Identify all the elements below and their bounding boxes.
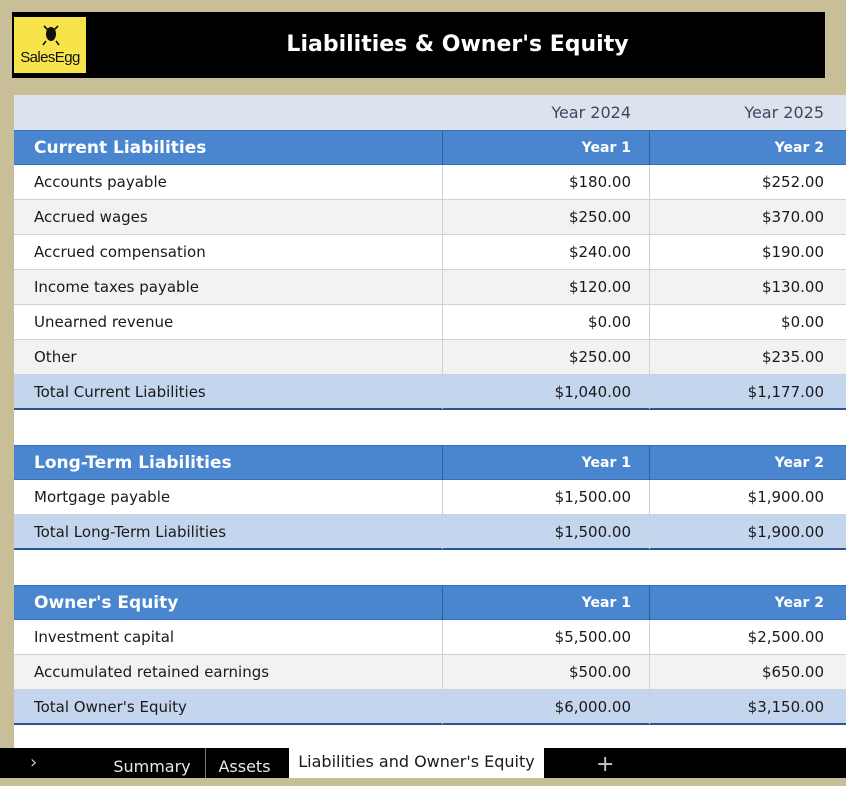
total-year1[interactable]: $6,000.00 (442, 690, 649, 724)
row-label[interactable]: Other (34, 348, 77, 366)
column-header[interactable]: Year 1 (442, 586, 649, 620)
logo-text: SalesEgg (20, 49, 80, 66)
year1-value[interactable]: $5,500.00 (442, 620, 649, 654)
year2-value[interactable]: $190.00 (649, 235, 846, 269)
row-label[interactable]: Unearned revenue (34, 313, 174, 331)
column-header[interactable]: Year 1 (442, 131, 649, 165)
total-year2[interactable]: $3,150.00 (649, 690, 846, 724)
spreadsheet-area (14, 95, 846, 748)
year1-value[interactable]: $500.00 (442, 655, 649, 689)
total-year1[interactable]: $1,040.00 (442, 375, 649, 409)
column-header[interactable]: Year 1 (442, 446, 649, 480)
row-label[interactable]: Investment capital (34, 628, 175, 646)
year1-value[interactable]: $180.00 (442, 165, 649, 199)
total-row-owners-equity (14, 690, 846, 725)
row-label[interactable]: Accounts payable (34, 173, 167, 191)
year-col-1[interactable]: Year 2024 (551, 103, 631, 122)
tab-liabilities-and-owners-equity[interactable]: Liabilities and Owner's Equity (289, 747, 544, 778)
table-row (14, 480, 846, 515)
year2-value[interactable]: $2,500.00 (649, 620, 846, 654)
section-title[interactable]: Owner's Equity (34, 593, 179, 613)
year1-value[interactable]: $1,500.00 (442, 480, 649, 514)
total-label[interactable]: Total Current Liabilities (34, 383, 206, 401)
total-row-current-liabilities (14, 375, 846, 410)
page-title: Liabilities & Owner's Equity (286, 32, 629, 57)
year1-value[interactable]: $240.00 (442, 235, 649, 269)
total-label[interactable]: Total Long-Term Liabilities (34, 523, 227, 541)
row-label[interactable]: Income taxes payable (34, 278, 199, 296)
year-col-2[interactable]: Year 2025 (744, 103, 824, 122)
table-row (14, 340, 846, 375)
table-row (14, 270, 846, 305)
salesegg-logo (14, 17, 86, 73)
sheet-tab-bar (0, 748, 846, 778)
total-row-long-term-liabilities (14, 515, 846, 550)
year1-value[interactable]: $250.00 (442, 340, 649, 374)
section-header-owners-equity (14, 585, 846, 620)
year1-value[interactable]: $0.00 (442, 305, 649, 339)
total-year1[interactable]: $1,500.00 (442, 515, 649, 549)
table-row (14, 165, 846, 200)
total-label[interactable]: Total Owner's Equity (34, 698, 187, 716)
year2-value[interactable]: $650.00 (649, 655, 846, 689)
section-header-long-term-liabilities (14, 445, 846, 480)
year2-value[interactable]: $370.00 (649, 200, 846, 234)
chevron-right-icon[interactable]: › (30, 752, 38, 773)
plus-icon[interactable]: + (596, 752, 615, 777)
table-row (14, 620, 846, 655)
tab-summary[interactable]: Summary (113, 757, 191, 776)
row-label[interactable]: Accrued wages (34, 208, 148, 226)
header-bar (12, 12, 825, 78)
row-label[interactable]: Accrued compensation (34, 243, 206, 261)
year2-value[interactable]: $252.00 (649, 165, 846, 199)
column-header[interactable]: Year 2 (649, 446, 846, 480)
table-row (14, 305, 846, 340)
table-row (14, 655, 846, 690)
row-label[interactable]: Accumulated retained earnings (34, 663, 270, 681)
year2-value[interactable]: $1,900.00 (649, 480, 846, 514)
year2-value[interactable]: $130.00 (649, 270, 846, 304)
year-header-row (14, 95, 846, 130)
tab-assets[interactable]: Assets (205, 748, 283, 778)
year2-value[interactable]: $0.00 (649, 305, 846, 339)
section-header-current-liabilities (14, 130, 846, 165)
year2-value[interactable]: $235.00 (649, 340, 846, 374)
year1-value[interactable]: $120.00 (442, 270, 649, 304)
total-year2[interactable]: $1,177.00 (649, 375, 846, 409)
total-year2[interactable]: $1,900.00 (649, 515, 846, 549)
table-row (14, 235, 846, 270)
section-title[interactable]: Current Liabilities (34, 138, 207, 158)
table-row (14, 200, 846, 235)
column-header[interactable]: Year 2 (649, 131, 846, 165)
section-title[interactable]: Long-Term Liabilities (34, 453, 232, 473)
egg-mascot-icon (14, 20, 86, 46)
column-header[interactable]: Year 2 (649, 586, 846, 620)
year1-value[interactable]: $250.00 (442, 200, 649, 234)
row-label[interactable]: Mortgage payable (34, 488, 171, 506)
